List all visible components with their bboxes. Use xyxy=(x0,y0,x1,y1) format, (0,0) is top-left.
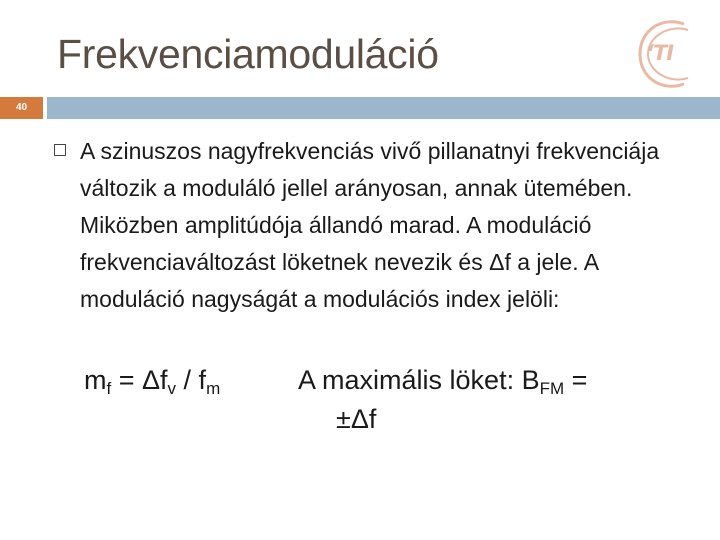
page-number: 40 xyxy=(15,102,28,113)
max-stroke-label: A maximális löket: B xyxy=(298,365,540,395)
max-stroke-value: ±Δf xyxy=(336,404,377,434)
max-stroke-equals: = xyxy=(564,365,588,395)
slide-title: Frekvenciamoduláció xyxy=(57,31,439,77)
square-bullet-icon xyxy=(54,144,66,156)
max-stroke-sub: FM xyxy=(539,379,565,398)
formula-m-sub: f xyxy=(106,379,112,398)
modulation-index-formula xyxy=(84,367,220,397)
formula-slash: / f xyxy=(176,365,207,395)
body-paragraph: A szinuszos nagyfrekvenciás vivő pillanatnyi frekvenciája változik a moduláló jellel arányosan, annak ütemében. Miközben amplitúdója állandó marad. A moduláció frekvenciaváltozást löketnek nevezik és Δf a jele. A moduláció nagyságát a modulációs index jelöli: xyxy=(80,138,660,312)
logo-text: ʻTI xyxy=(646,41,674,65)
formula-middle: = Δf xyxy=(111,365,168,395)
max-stroke-line xyxy=(298,367,587,397)
formula-f-sub: m xyxy=(206,379,221,398)
header-bar xyxy=(47,97,720,119)
formula-m: m xyxy=(84,365,107,395)
formula-v-sub: v xyxy=(167,379,177,398)
